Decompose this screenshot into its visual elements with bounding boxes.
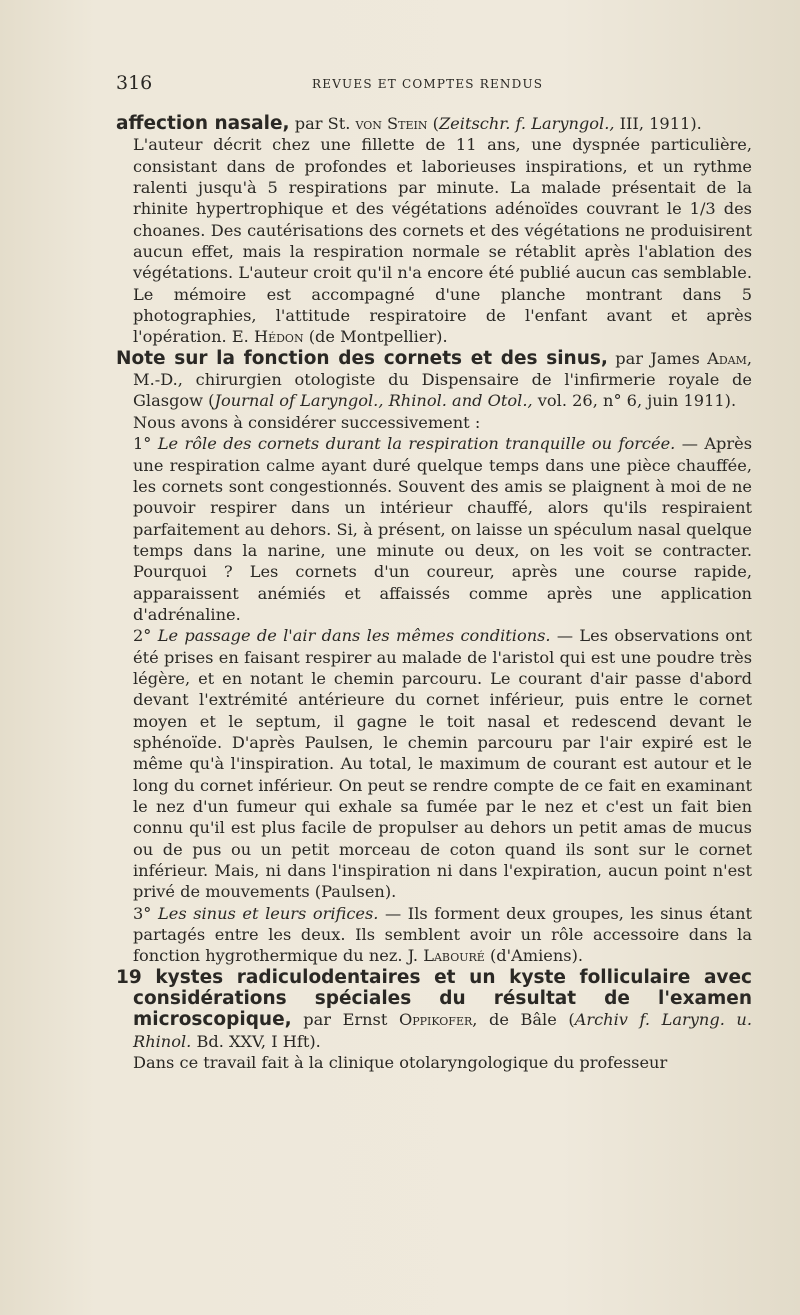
article-2-reviewer: Labouré [423, 946, 485, 966]
article-1-reviewer: Hédon [253, 327, 304, 347]
article-3-heading: 19 kystes radiculodentaires et un kyste folliculaire avec considérations spéciales du résultat de l'examen microscopique, par Ernst Oppikofer, de Bâle (Archiv f. Laryng. u. Rhinol. Bd. XXV, I Hft). [116, 966, 752, 1051]
article-1-paragraph: L'auteur décrit chez une fillette de 11 ans, une dyspnée particulière, consistant dans de profondes et laborieuses inspirations, et un rythme ralenti jusqu'à 5 respirations par minute. La malade présentait de la rhinite hypertrophique et des végétations adénoïdes couvrant le 1/3 des choanes. Des cautérisations des cornets et des végétations ne produisirent aucun effet, mais la respiration normale se rétablit après l'ablation des végétations. L'auteur croit qu'il n'a encore été publié aucun cas semblable. Le mémoire est accompagné d'une planche montrant dans 5 photographies, l'attitude respiratoire de l'enfant avant et après l'opération. E. Hédon (de Montpellier). [133, 135, 752, 347]
article-3-paragraph: Dans ce travail fait à la clinique otolaryngologique du professeur [133, 1053, 668, 1073]
article-2-author: Adam [707, 348, 747, 368]
article-1-title: affection nasale, [116, 113, 290, 134]
article-1-heading: affection nasale, par St. von Stein (Zeitschr. f. Laryngol., III, 1911). [116, 113, 702, 134]
text-body [116, 113, 752, 1073]
article-1-journal: Zeitschr. f. Laryngol., [438, 114, 615, 133]
article-2-journal: Journal of Laryngol., Rhinol. and Otol., [214, 391, 533, 411]
article-3-journal: Archiv f. Laryng. u. Rhinol. [133, 1010, 752, 1051]
page-header [116, 72, 748, 102]
article-1-author: von Stein [355, 114, 428, 133]
running-title: REVUES ET COMPTES RENDUS [312, 77, 544, 91]
article-2-title: Note sur la fonction des cornets et des sinus, [116, 347, 608, 369]
article-2-intro: Nous avons à considérer successivement : [133, 412, 481, 432]
article-3-title: 19 kystes radiculodentaires et un kyste folliculaire avec considérations spéciales du résultat de l'examen microscopique, [116, 966, 752, 1031]
article-3-author: Oppikofer [398, 1010, 473, 1030]
page-number: 316 [116, 72, 153, 94]
article-2-section-3: 3° Les sinus et leurs orifices. — Ils forment deux groupes, les sinus étant partagés entre les deux. Ils semblent avoir un rôle accessoire dans la fonction hygrothermique du nez. J. Labouré (d'Amiens). [133, 903, 753, 966]
article-2-heading: Note sur la fonction des cornets et des sinus, par James Adam, M.-D., chirurgien otologiste du Dispensaire de l'infirmerie royale de Glasgow (Journal of Laryngol., Rhinol. and Otol., vol. 26, n° 6, juin 1911). [116, 347, 752, 411]
article-2-section-1: 1° Le rôle des cornets durant la respiration tranquille ou forcée. — Après une respiration calme ayant duré quelque temps dans une pièce chauffée, les cornets sont congestionnés. Souvent des amis se plaignent à moi de ne pouvoir respirer dans un intérieur chauffé, alors qu'ils respiraient parfaitement au dehors. Si, à présent, on laisse un spéculum nasal quelque temps dans la narine, une minute ou deux, on les voit se contracter. Pourquoi ? Les cornets d'un coureur, après une course rapide, apparaissent anémiés et affaissés comme après une application d'adrénaline. [133, 434, 753, 624]
article-2-section-2: 2° Le passage de l'air dans les mêmes conditions. — Les observations ont été prises en faisant respirer au malade de l'aristol qui est une poudre très légère, et en notant le chemin parcouru. Le courant d'air passe d'abord devant l'extrémité antérieure du cornet inférieur, puis entre le cornet moyen et le septum, il gagne le toit nasal et redescend devant le sphénoïde. D'après Paulsen, le chemin parcouru par l'air expiré est le même qu'à l'inspiration. Au total, le maximum de courant est autour et le long du cornet inférieur. On peut se rendre compte de ce fait en examinant le nez d'un fumeur qui exhale sa fumée par le nez et c'est un fait bien connu qu'il est plus facile de propulser au dehors un petit amas de mucus ou de pus ou un petit morceau de coton quand ils sont sur le cornet inférieur. Mais, ni dans l'inspiration ni dans l'expiration, aucun point n'est privé de mouvements (Paulsen). [133, 626, 752, 902]
